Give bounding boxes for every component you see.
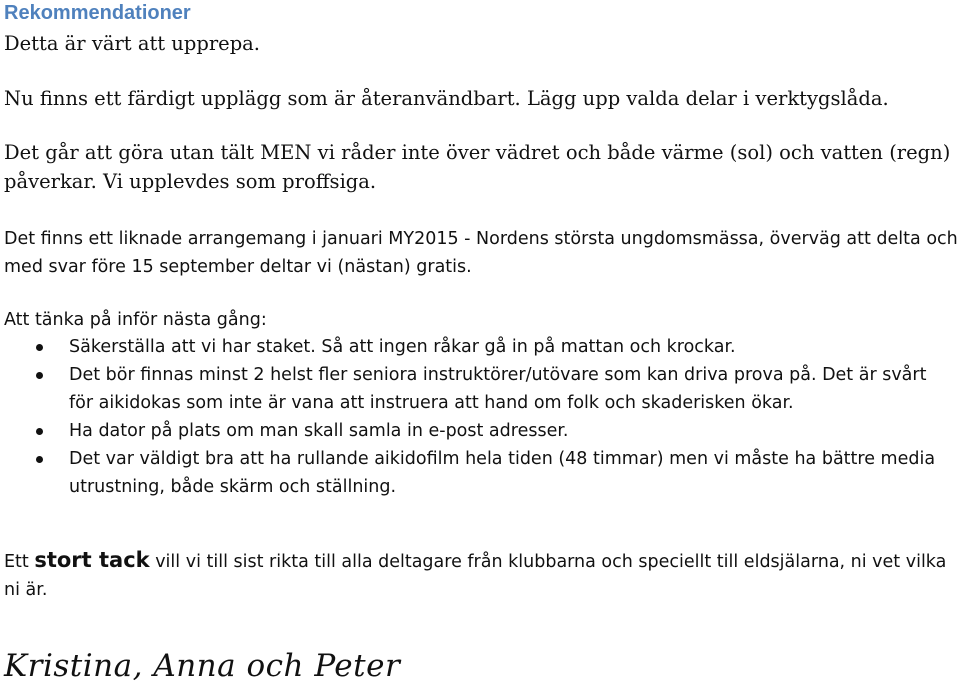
next-time-title: Att tänka på inför nästa gång:: [4, 310, 267, 330]
thanks-paragraph: [4, 546, 959, 604]
section-heading: Rekommendationer: [4, 2, 191, 24]
bullet-icon: [36, 428, 43, 435]
list-item-text: Säkerställa att vi har staket. Så att ingen råkar gå in på mattan och krockar.: [69, 337, 736, 357]
paragraph-weather: Det går att göra utan tält MEN vi råder inte över vädret och både värme (sol) och vatten (regn) påverkar. Vi upplevdes som proffsiga.: [4, 141, 951, 193]
thanks-prefix: Ett: [4, 552, 35, 572]
list-item: [0, 333, 955, 361]
signature: Kristina, Anna och Peter: [4, 648, 401, 684]
list-item-text: Det bör finnas minst 2 helst fler seniora instruktörer/utövare som kan driva prova på. Det är svårt för aikidokas som inte är vana att instruera att hand om folk och skaderisken ökar.: [69, 365, 927, 413]
paragraph-reusable: Nu finns ett färdigt upplägg som är återanvändbart. Lägg upp valda delar i verktygslåda.: [4, 87, 889, 110]
bullet-icon: [36, 372, 43, 379]
thanks-rest: vill vi till sist rikta till alla deltagare från klubbarna och speciellt till eldsjälarna, ni vet vilka ni är.: [4, 552, 947, 600]
paragraph-repeat: Detta är värt att upprepa.: [4, 32, 261, 55]
list-item: [0, 417, 955, 445]
list-item-text: Ha dator på plats om man skall samla in e-post adresser.: [69, 421, 569, 441]
next-time-list: [0, 333, 955, 501]
bullet-icon: [36, 344, 43, 351]
list-item: [0, 445, 955, 501]
list-item-text: Det var väldigt bra att ha rullande aikidofilm hela tiden (48 timmar) men vi måste ha bättre media utrustning, både skärm och ställning.: [69, 449, 936, 497]
paragraph-my2015: Det finns ett liknade arrangemang i januari MY2015 - Nordens största ungdomsmässa, överväg att delta och med svar före 15 september deltar vi (nästan) gratis.: [4, 229, 958, 277]
thanks-emphasis: stort tack: [34, 548, 150, 572]
list-item: [0, 361, 955, 417]
bullet-icon: [36, 456, 43, 463]
